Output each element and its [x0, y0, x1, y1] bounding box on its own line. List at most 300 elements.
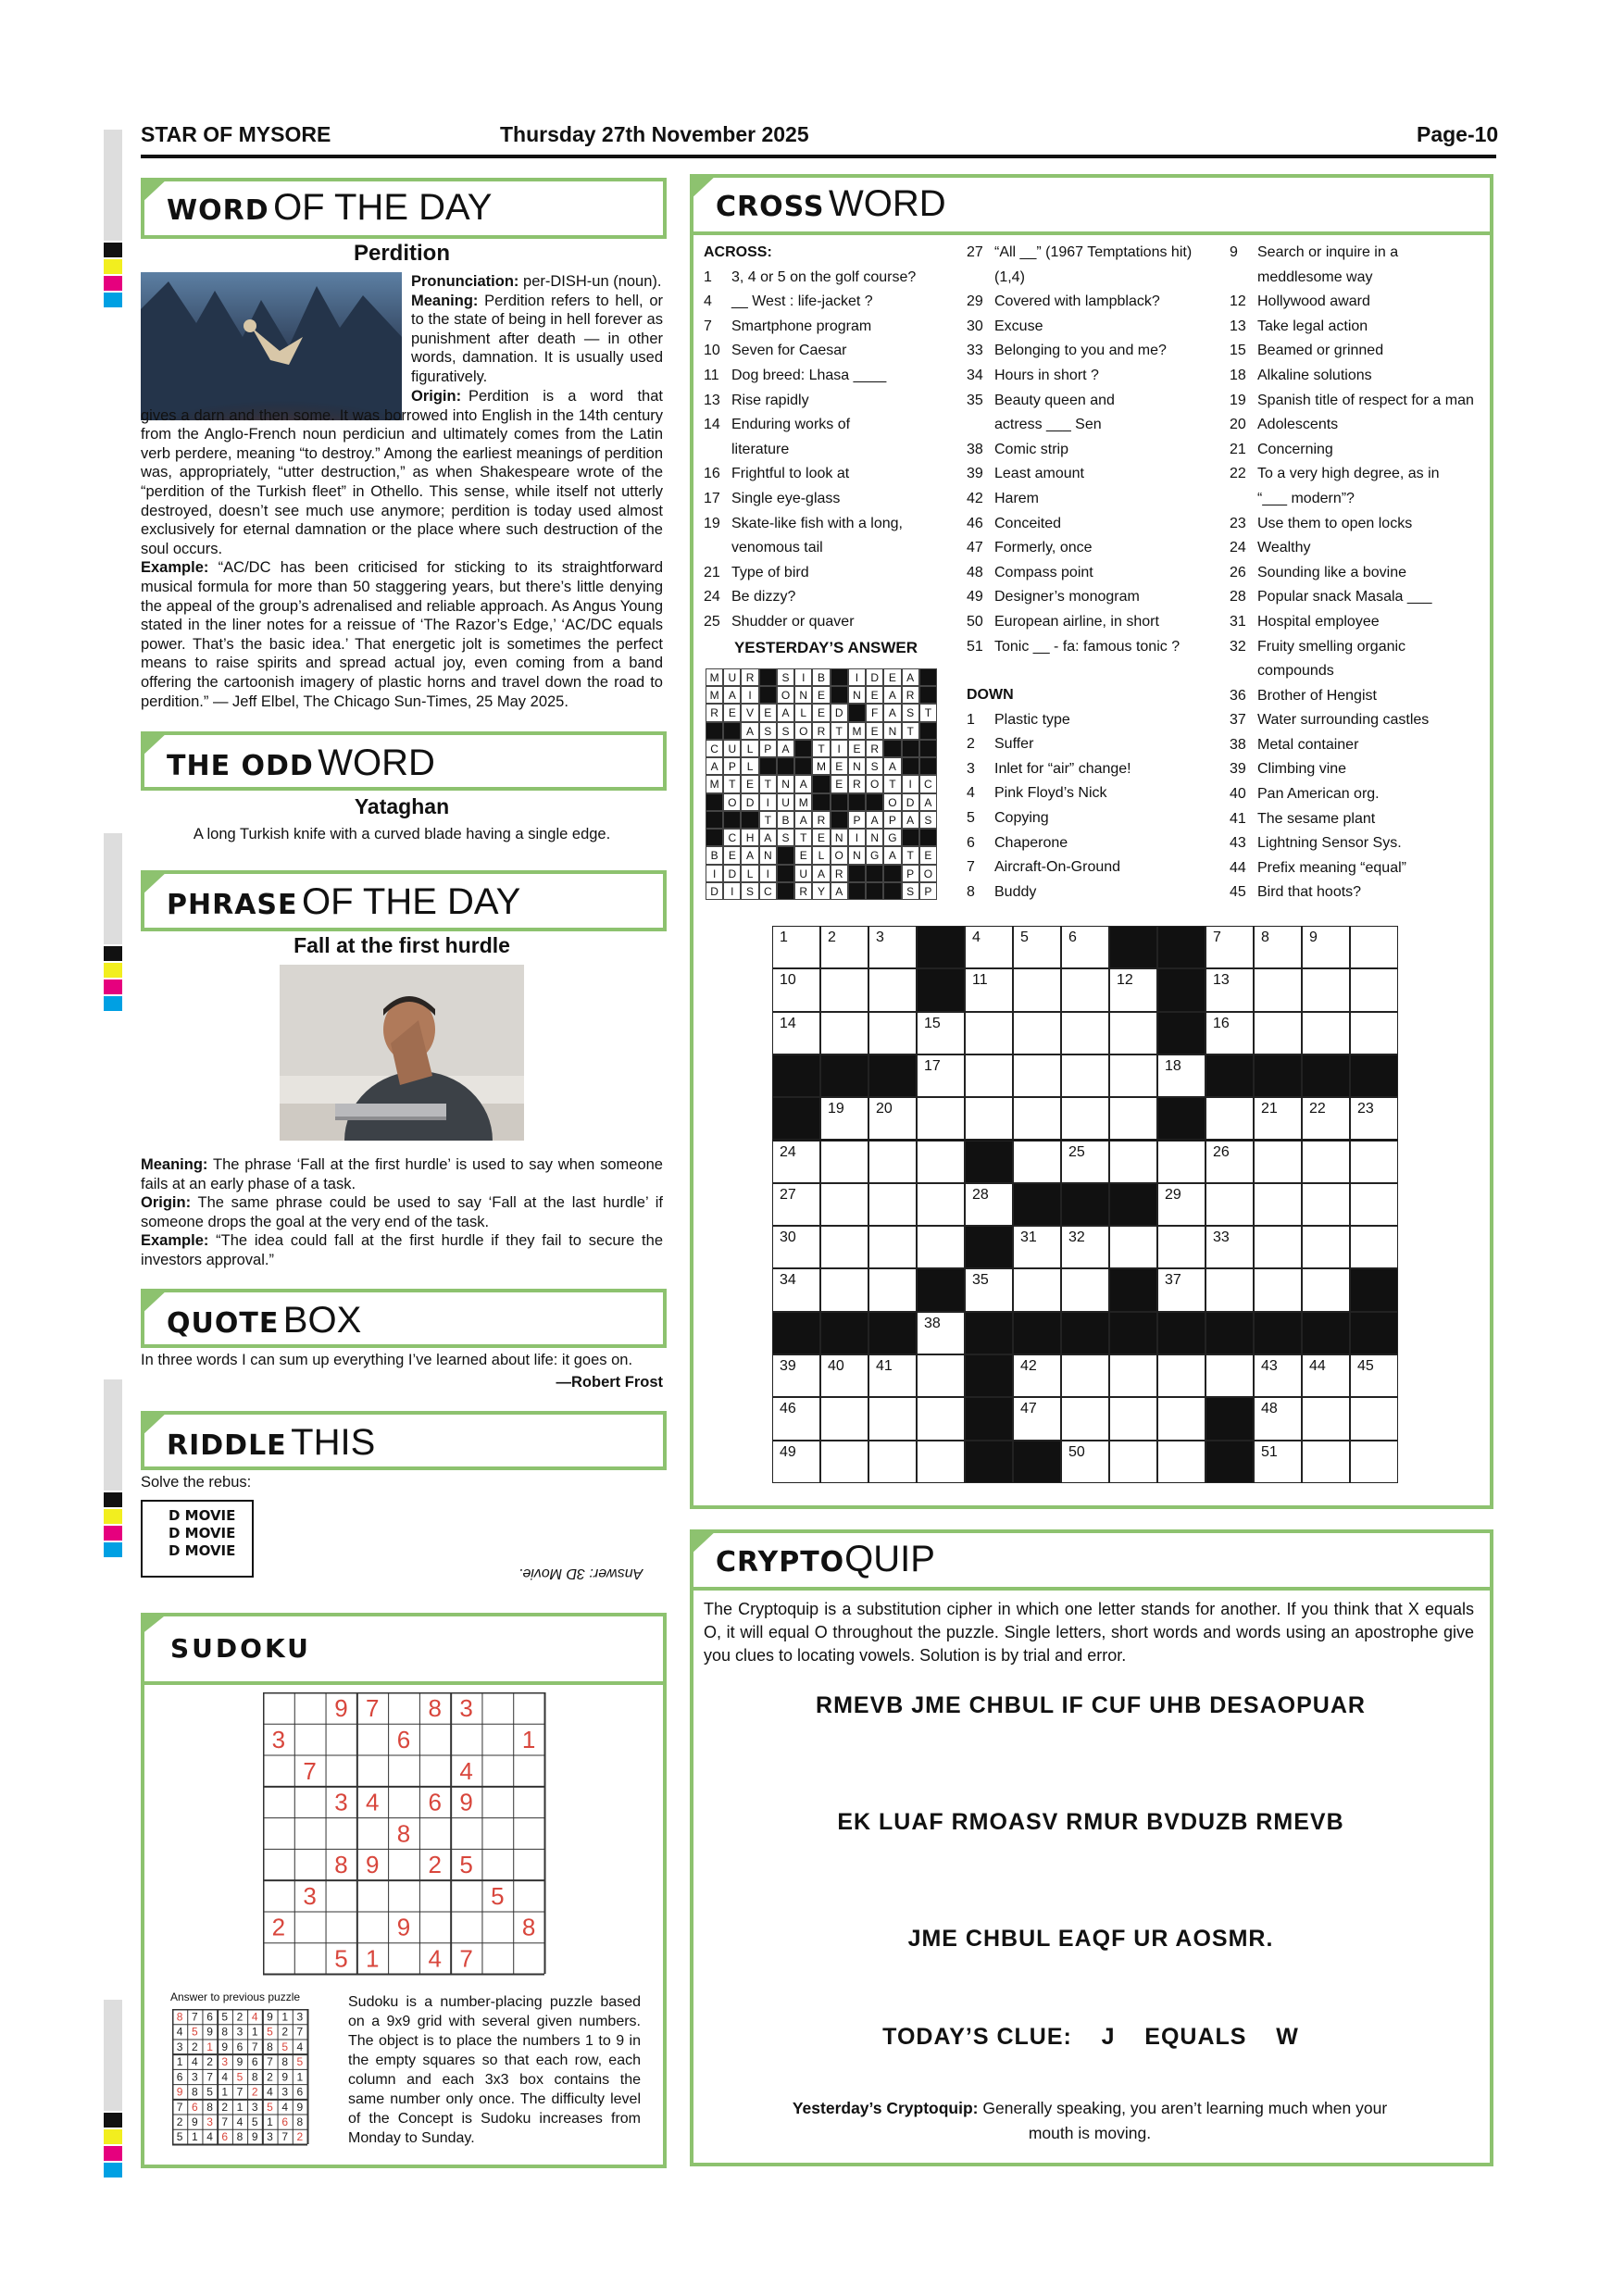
- sudoku-digit: 5: [491, 1881, 505, 1910]
- clue-text: Least amount: [994, 466, 1084, 482]
- answer-cell: S: [777, 722, 794, 740]
- crossword-cell[interactable]: [820, 1226, 868, 1268]
- sudoku-digit: 7: [251, 2040, 258, 2053]
- crossword-cell[interactable]: [1350, 926, 1398, 968]
- crossword-cell[interactable]: [1157, 1226, 1206, 1268]
- cell-number: 2: [828, 930, 836, 945]
- crossword-cell[interactable]: [1254, 1397, 1302, 1440]
- crossword-cell[interactable]: [1206, 1268, 1254, 1311]
- crossword-cell[interactable]: [820, 1268, 868, 1311]
- sudoku-digit: 9: [365, 1851, 380, 1879]
- word-of-day-origin-text: [141, 387, 663, 711]
- crossword-cell[interactable]: [1350, 1012, 1398, 1054]
- crossword-cell[interactable]: [1302, 1268, 1350, 1311]
- cryptoquip-line-2: EK LUAF RMOASV RMUR BVDUZB RMEVB: [837, 1809, 1344, 1835]
- answer-cell: E: [919, 846, 937, 864]
- sudoku-digit: 9: [176, 2085, 183, 2099]
- answer-cell: P: [902, 865, 919, 882]
- clue-text: Sounding like a bovine: [1257, 564, 1407, 580]
- black-square: [848, 882, 866, 900]
- clue-number: 32: [1230, 638, 1246, 655]
- sudoku-digit: 8: [296, 2115, 304, 2128]
- answer-cell: N: [759, 846, 777, 864]
- crossword-cell[interactable]: [965, 1268, 1013, 1311]
- crossword-cell[interactable]: [1109, 1097, 1157, 1140]
- crossword-cell[interactable]: [1302, 1141, 1350, 1183]
- crossword-cell[interactable]: [1013, 1354, 1061, 1397]
- answer-cell: M: [706, 775, 723, 792]
- crossword-cell[interactable]: [965, 1054, 1013, 1097]
- crossword-cell[interactable]: [965, 1097, 1013, 1140]
- crossword-cell[interactable]: [1061, 1354, 1109, 1397]
- answer-cell: U: [723, 740, 741, 757]
- cell-number: 14: [780, 1015, 796, 1031]
- crossword-cell[interactable]: [1350, 1354, 1398, 1397]
- crossword-cell[interactable]: [1061, 1054, 1109, 1097]
- crossword-cell[interactable]: [1302, 926, 1350, 968]
- black-square: [1254, 1312, 1302, 1354]
- crossword-cell[interactable]: [868, 1097, 917, 1140]
- crossword-cell[interactable]: [917, 1097, 965, 1140]
- crossword-cell[interactable]: [868, 1183, 917, 1226]
- crossword-cell[interactable]: [1302, 1441, 1350, 1483]
- crossword-cell[interactable]: [965, 968, 1013, 1011]
- sudoku-digit: 6: [236, 2040, 244, 2053]
- cell-number: 20: [876, 1101, 893, 1117]
- answer-cell: S: [741, 882, 758, 900]
- crossword-cell[interactable]: [1254, 1141, 1302, 1183]
- crossword-cell[interactable]: [868, 1268, 917, 1311]
- answer-cell: S: [866, 757, 883, 775]
- clue-number: 4: [704, 293, 712, 310]
- clue-item: [967, 389, 1226, 414]
- crossword-cell[interactable]: [1013, 1268, 1061, 1311]
- crossword-cell[interactable]: [917, 1312, 965, 1354]
- black-square: [772, 1097, 820, 1140]
- cryptoquip-line-3: JME CHBUL EAQF UR AOSMR.: [907, 1926, 1274, 1952]
- black-square: [723, 811, 741, 829]
- crossword-cell[interactable]: [868, 1354, 917, 1397]
- crossword-cell[interactable]: [1302, 1397, 1350, 1440]
- crossword-cell[interactable]: [1157, 1441, 1206, 1483]
- sudoku-digit: 5: [281, 2040, 289, 2053]
- cell-number: 35: [972, 1272, 989, 1289]
- clue-item: [1230, 757, 1485, 782]
- crossword-cell[interactable]: [772, 1268, 820, 1311]
- crossword-cell[interactable]: [820, 1441, 868, 1483]
- crossword-cell[interactable]: [1350, 1183, 1398, 1226]
- crossword-cell[interactable]: [917, 1183, 965, 1226]
- crossword-cell[interactable]: [1254, 1441, 1302, 1483]
- sudoku-digit: 4: [281, 2100, 289, 2114]
- crossword-cell[interactable]: [1157, 1183, 1206, 1226]
- clue-text: Aircraft-On-Ground: [994, 859, 1121, 876]
- clue-item: [704, 438, 963, 463]
- crossword-cell[interactable]: [1109, 1141, 1157, 1183]
- black-square: [1013, 1441, 1061, 1483]
- crossword-cell[interactable]: [1302, 1354, 1350, 1397]
- cell-number: 5: [1020, 930, 1029, 945]
- sudoku-digit: 6: [206, 2010, 213, 2024]
- crossword-cell[interactable]: [1013, 1012, 1061, 1054]
- crossword-cell[interactable]: [868, 1397, 917, 1440]
- crossword-cell[interactable]: [1013, 926, 1061, 968]
- crossword-cell[interactable]: [820, 1354, 868, 1397]
- crossword-cell[interactable]: [772, 968, 820, 1011]
- clue-number: 38: [967, 441, 983, 457]
- crossword-cell[interactable]: [1254, 1226, 1302, 1268]
- clue-text: “All __” (1967 Temptations hit): [994, 244, 1193, 260]
- crossword-cell[interactable]: [1350, 1141, 1398, 1183]
- sudoku-digit: 8: [521, 1913, 536, 1941]
- cell-number: 40: [828, 1358, 844, 1374]
- crossword-cell[interactable]: [1061, 1397, 1109, 1440]
- crossword-cell[interactable]: [772, 1183, 820, 1226]
- crossword-cell[interactable]: [1013, 1397, 1061, 1440]
- clue-item: [967, 880, 1226, 905]
- crossword-cell[interactable]: [917, 1012, 965, 1054]
- sudoku-digit: 2: [236, 2010, 244, 2024]
- crossword-cell[interactable]: [1302, 968, 1350, 1011]
- down-clues-col2: [1230, 241, 1485, 905]
- sudoku-digit: 8: [334, 1851, 348, 1879]
- crossword-cell[interactable]: [1254, 1183, 1302, 1226]
- clue-text: Tonic __ - fa: famous tonic ?: [994, 638, 1181, 655]
- crossword-cell[interactable]: [1350, 1097, 1398, 1140]
- crossword-cell[interactable]: [1350, 1226, 1398, 1268]
- cell-number: 24: [780, 1143, 796, 1160]
- crossword-cell[interactable]: [772, 1012, 820, 1054]
- cell-number: 37: [1165, 1272, 1181, 1289]
- crossword-cell[interactable]: [1350, 1397, 1398, 1440]
- crossword-cell[interactable]: [772, 1397, 820, 1440]
- black-square: [902, 757, 919, 775]
- answer-cell: A: [883, 686, 901, 704]
- crossword-cell[interactable]: [1061, 1268, 1109, 1311]
- answer-cell: A: [902, 811, 919, 829]
- clue-text: Copying: [994, 809, 1049, 826]
- crossword-cell[interactable]: [868, 1141, 917, 1183]
- crossword-cell[interactable]: [868, 1441, 917, 1483]
- crossword-cell[interactable]: [1254, 1354, 1302, 1397]
- answer-cell: E: [866, 686, 883, 704]
- crossword-cell[interactable]: [868, 1226, 917, 1268]
- crossword-cell[interactable]: [1157, 1054, 1206, 1097]
- clue-text: meddlesome way: [1257, 268, 1373, 285]
- answer-cell: D: [723, 865, 741, 882]
- crossword-cell[interactable]: [820, 1012, 868, 1054]
- crossword-cell[interactable]: [1206, 1226, 1254, 1268]
- riddle-answer: Answer: 3D Movie.: [518, 1566, 643, 1581]
- crossword-cell[interactable]: [1013, 1054, 1061, 1097]
- crossword-cell[interactable]: [820, 1141, 868, 1183]
- clue-item: [1230, 512, 1485, 537]
- clue-text: Alkaline solutions: [1257, 367, 1372, 383]
- clue-text: Use them to open locks: [1257, 515, 1413, 531]
- phrase-example: “The idea could fall at the first hurdle if they fail to secure the investors approval.”: [141, 1232, 663, 1268]
- sudoku-digit: 4: [428, 1944, 443, 1973]
- crossword-cell[interactable]: [1254, 968, 1302, 1011]
- sudoku-digit: 3: [236, 2025, 244, 2039]
- cell-number: 6: [1068, 930, 1077, 945]
- answer-cell: A: [759, 829, 777, 846]
- crossword-cell[interactable]: [820, 1183, 868, 1226]
- meaning-label: Meaning:: [411, 292, 479, 309]
- clue-text: literature: [731, 441, 790, 457]
- crossword-cell[interactable]: [772, 1441, 820, 1483]
- section-title: WORD: [318, 742, 435, 783]
- color-mark: [104, 2113, 122, 2128]
- crossword-cell[interactable]: [1206, 926, 1254, 968]
- clue-text: Designer’s monogram: [994, 589, 1140, 605]
- crossword-cell[interactable]: [868, 926, 917, 968]
- black-square: [868, 1312, 917, 1354]
- crossword-cell[interactable]: [1206, 1141, 1254, 1183]
- clue-text: Hours in short ?: [994, 367, 1099, 383]
- clue-number: 21: [1230, 441, 1246, 457]
- clue-text: venomous tail: [731, 540, 823, 556]
- black-square: [1206, 1054, 1254, 1097]
- section-title-key: RIDDLE: [167, 1429, 287, 1462]
- answer-cell: T: [883, 775, 901, 792]
- clue-text: Single eye-glass: [731, 490, 841, 506]
- pronunciation-label: Pronunciation:: [411, 273, 519, 290]
- clue-number: 16: [704, 466, 720, 482]
- crossword-cell[interactable]: [1109, 1354, 1157, 1397]
- clue-number: 11: [704, 367, 719, 383]
- section-title: THIS: [291, 1422, 376, 1463]
- quote-text: In three words I can sum up everything I’ve learned about life: it goes on.: [141, 1352, 633, 1368]
- crossword-cell[interactable]: [1254, 926, 1302, 968]
- clue-text: Enduring works of: [731, 417, 851, 433]
- crossword-cell[interactable]: [1206, 1097, 1254, 1140]
- answer-cell: P: [723, 757, 741, 775]
- black-square: [723, 722, 741, 740]
- answer-cell: R: [812, 722, 830, 740]
- color-mark: [104, 996, 122, 1011]
- black-square: [919, 757, 937, 775]
- yesterday-answer-heading: YESTERDAY’S ANSWER: [733, 639, 918, 656]
- clue-text: European airline, in short: [994, 613, 1159, 630]
- sudoku-digit: 1: [221, 2085, 229, 2099]
- crossword-cell[interactable]: [1109, 968, 1157, 1011]
- crossword-cell[interactable]: [1254, 1097, 1302, 1140]
- crossword-cell[interactable]: [1350, 968, 1398, 1011]
- sudoku-digit: 7: [267, 2055, 273, 2069]
- crossword-cell[interactable]: [1061, 1141, 1109, 1183]
- clue-item: [1230, 339, 1485, 364]
- clue-text: Pink Floyd’s Nick: [994, 785, 1107, 802]
- cell-number: 10: [780, 972, 796, 989]
- crossword-cell[interactable]: [1157, 1268, 1206, 1311]
- answer-cell: C: [759, 882, 777, 900]
- cell-number: 4: [972, 930, 981, 945]
- sudoku-digit: 1: [176, 2055, 183, 2069]
- sudoku-digit: 1: [521, 1726, 536, 1754]
- crossword-cell[interactable]: [1206, 1012, 1254, 1054]
- clue-text: Beamed or grinned: [1257, 343, 1384, 359]
- crossword-cell[interactable]: [1013, 1097, 1061, 1140]
- sudoku-digit: 9: [396, 1913, 411, 1941]
- cell-number: 28: [972, 1186, 989, 1203]
- clue-item: [1230, 585, 1485, 610]
- crossword-cell[interactable]: [820, 1397, 868, 1440]
- clue-item: [704, 561, 963, 586]
- sudoku-digit: 1: [267, 2115, 273, 2128]
- clue-number: [967, 266, 994, 291]
- black-square: [883, 865, 901, 882]
- sudoku-digit: 5: [221, 2010, 229, 2024]
- crossword-cell[interactable]: [965, 1183, 1013, 1226]
- cell-number: 30: [780, 1229, 796, 1246]
- crossword-cell[interactable]: [772, 1141, 820, 1183]
- paper-name: STAR OF MYSORE: [141, 122, 331, 146]
- answer-cell: L: [812, 846, 830, 864]
- crossword-cell[interactable]: [1157, 1141, 1206, 1183]
- crossword-cell[interactable]: [1157, 1397, 1206, 1440]
- crossword-cell[interactable]: [1206, 1354, 1254, 1397]
- crossword-cell[interactable]: [820, 1097, 868, 1140]
- cell-number: 47: [1020, 1401, 1037, 1417]
- answer-cell: O: [919, 865, 937, 882]
- clue-item: [704, 536, 963, 561]
- black-square: [777, 882, 794, 900]
- crossword-cell[interactable]: [1061, 1441, 1109, 1483]
- crossword-cell[interactable]: [1302, 1012, 1350, 1054]
- crossword-cell[interactable]: [1109, 1012, 1157, 1054]
- cell-number: 39: [780, 1358, 796, 1374]
- crossword-cell[interactable]: [1061, 1226, 1109, 1268]
- crossword-cell[interactable]: [1157, 1354, 1206, 1397]
- clue-text: Hospital employee: [1257, 613, 1380, 630]
- clue-item: [704, 512, 963, 537]
- crossword-cell[interactable]: [917, 1226, 965, 1268]
- answer-cell: S: [902, 882, 919, 900]
- sudoku-digit: 2: [271, 1913, 286, 1941]
- answer-cell: A: [883, 704, 901, 721]
- crossword-cell[interactable]: [917, 1054, 965, 1097]
- crossword-cell[interactable]: [772, 1354, 820, 1397]
- clue-text: actress ___ Sen: [994, 417, 1102, 433]
- black-square: [741, 811, 758, 829]
- crossword-cell[interactable]: [1254, 1268, 1302, 1311]
- crossword-cell[interactable]: [1061, 968, 1109, 1011]
- crossword-cell[interactable]: [820, 926, 868, 968]
- cell-number: 21: [1261, 1101, 1278, 1117]
- crossword-cell[interactable]: [772, 926, 820, 968]
- clue-item: [704, 462, 963, 487]
- crossword-cell[interactable]: [1109, 1226, 1157, 1268]
- clue-number: 7: [967, 859, 975, 876]
- answer-cell: S: [902, 704, 919, 721]
- answer-cell: N: [848, 846, 866, 864]
- answer-cell: I: [831, 740, 848, 757]
- crossword-cell[interactable]: [1013, 968, 1061, 1011]
- crossword-cell[interactable]: [1302, 1097, 1350, 1140]
- clue-item: [967, 364, 1226, 389]
- crossword-cell[interactable]: [1206, 968, 1254, 1011]
- cell-number: 15: [924, 1015, 941, 1031]
- crossword-cell[interactable]: [1350, 1441, 1398, 1483]
- answer-cell: E: [723, 704, 741, 721]
- answer-cell: A: [919, 793, 937, 811]
- crossword-cell[interactable]: [1254, 1012, 1302, 1054]
- black-square: [706, 722, 723, 740]
- sudoku-digit: 4: [267, 2085, 273, 2099]
- answer-cell: D: [902, 793, 919, 811]
- clue-number: 25: [704, 613, 720, 630]
- clue-text: Formerly, once: [994, 540, 1093, 556]
- section-title-key: WORD: [167, 194, 269, 227]
- crossword-cell[interactable]: [1206, 1183, 1254, 1226]
- answer-cell: O: [883, 793, 901, 811]
- crossword-cell[interactable]: [772, 1226, 820, 1268]
- crossword-cell[interactable]: [1109, 1054, 1157, 1097]
- sudoku-digit: 6: [221, 2130, 229, 2144]
- crossword-cell[interactable]: [917, 1441, 965, 1483]
- crossword-cell[interactable]: [868, 1012, 917, 1054]
- clue-number: 48: [967, 564, 983, 580]
- across-clues-col2: [967, 241, 1226, 659]
- clue-text: Frightful to look at: [731, 466, 850, 482]
- crossword-cell[interactable]: [1061, 1012, 1109, 1054]
- crossword-cell[interactable]: [868, 968, 917, 1011]
- black-square: [965, 1141, 1013, 1183]
- answer-cell: A: [741, 722, 758, 740]
- crossword-cell[interactable]: [1302, 1183, 1350, 1226]
- sudoku-digit: 3: [191, 2070, 198, 2084]
- answer-cell: I: [759, 865, 777, 882]
- sudoku-digit: 3: [206, 2115, 213, 2128]
- crossword-cell[interactable]: [917, 1141, 965, 1183]
- sudoku-digit: 4: [221, 2070, 229, 2084]
- crossword-cell[interactable]: [1061, 1097, 1109, 1140]
- sudoku-digit: 9: [251, 2130, 258, 2144]
- clue-number: 29: [967, 293, 983, 310]
- clue-item: [704, 266, 963, 291]
- margin-bar: [104, 833, 122, 944]
- crossword-cell[interactable]: [1013, 1141, 1061, 1183]
- crossword-cell[interactable]: [1013, 1226, 1061, 1268]
- crossword-cell[interactable]: [965, 1012, 1013, 1054]
- crossword-cell[interactable]: [1109, 1397, 1157, 1440]
- clue-item: [704, 389, 963, 414]
- clue-item: [967, 806, 1226, 831]
- crossword-cell[interactable]: [820, 968, 868, 1011]
- origin-label: Origin:: [411, 388, 462, 405]
- sudoku-digit: 6: [281, 2115, 289, 2128]
- crossword-cell[interactable]: [1109, 1441, 1157, 1483]
- crossword-cell[interactable]: [917, 1354, 965, 1397]
- clue-number: 6: [967, 834, 975, 851]
- cell-number: 46: [780, 1401, 796, 1417]
- clue-text: Belonging to you and me?: [994, 343, 1167, 359]
- sudoku-digit: 8: [206, 2100, 213, 2114]
- black-square: [883, 882, 901, 900]
- clue-item: [967, 290, 1226, 315]
- meaning: Perdition refers to hell, or to the state of being in hell forever as punishment after death — in other words, damnation. It is usually used figuratively.: [411, 292, 663, 385]
- clue-text: Prefix meaning “equal”: [1257, 859, 1406, 876]
- cell-number: 22: [1309, 1101, 1326, 1117]
- clue-item: [704, 413, 963, 438]
- answer-cell: S: [777, 668, 794, 686]
- crossword-cell[interactable]: [917, 1397, 965, 1440]
- crossword-cell[interactable]: [965, 926, 1013, 968]
- crossword-cell[interactable]: [1061, 926, 1109, 968]
- sudoku-previous-grid: [172, 2009, 309, 2146]
- clue-number: 40: [1230, 786, 1246, 803]
- crossword-cell[interactable]: [1302, 1226, 1350, 1268]
